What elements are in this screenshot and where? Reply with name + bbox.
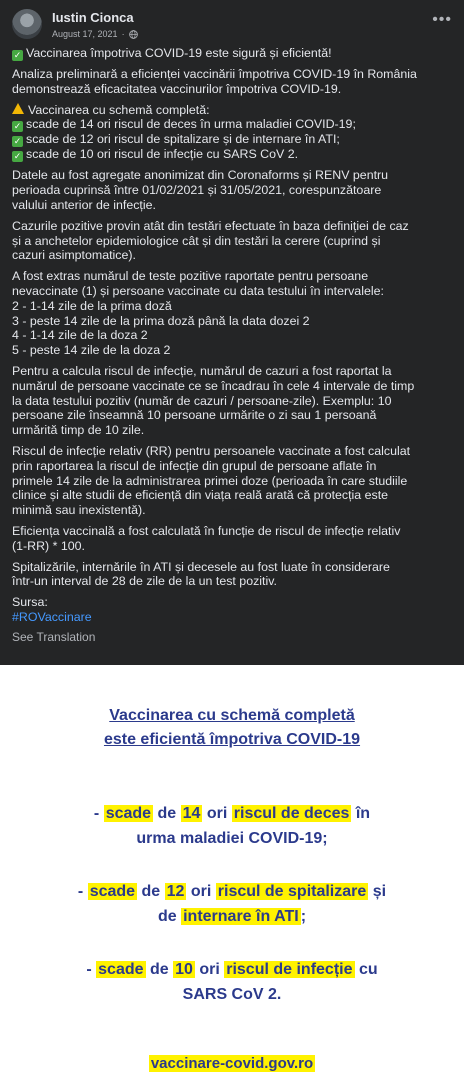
post-line: 4 - 1-14 zile de la doza 2 (12, 328, 148, 343)
post-line: Eficiența vaccinală a fost calculată în funcție de riscul de infecție relativ (12, 523, 401, 538)
post-line: ✓ Vaccinarea împotriva COVID-19 este sigură și eficientă! (13, 46, 332, 60)
avatar[interactable] (12, 9, 42, 39)
hashtag-link[interactable]: #ROVaccinare (12, 609, 92, 624)
post-line: într-un interval de 28 de zile de la un test pozitiv. (12, 574, 277, 589)
post-line: (1-RR) * 100. (12, 538, 85, 553)
see-translation-link[interactable]: See Translation (12, 629, 96, 644)
check-emoji-icon: ✓ (13, 121, 22, 132)
post-line: Pentru a calcula riscul de infecție, numărul de cazuri a fost raportat la (12, 363, 392, 378)
post-line: demonstrează eficacitatea vaccinurilor împotriva COVID-19. (12, 81, 342, 96)
more-options-icon[interactable]: ••• (432, 11, 452, 28)
post-line: persoane zile înseamnă 10 persoane urmărite o zi sau 1 persoană (12, 408, 377, 423)
post-line: Vaccinarea cu schemă completă: (12, 103, 454, 118)
warning-emoji-icon (12, 103, 24, 114)
post-line: Cazurile pozitive provin atât din testări efectuate în baza definiției de caz (12, 218, 409, 233)
post-header (12, 8, 452, 42)
infographic-image (0, 665, 464, 1080)
post-line: Spitalizările, internările în ATI și decesele au fost luate în considerare (12, 559, 390, 574)
post-line: Datele au fost agregate anonimizat din Coronaforms și RENV pentru (12, 168, 389, 183)
infographic-title-line1: Vaccinarea cu schemă completă (109, 707, 355, 724)
source-label: Sursa: (12, 595, 48, 610)
post-line: ✓ scade de 12 ori riscul de spitalizare și de internare în ATI; (13, 132, 340, 147)
post-line: ✓ scade de 10 ori riscul de infecție cu SARS CoV 2. (13, 147, 299, 162)
post-line: A fost extras numărul de teste pozitive raportate pentru persoane (12, 269, 369, 284)
post-line: clinice și alte studii de eficiență din viața reală arată că protecția este (12, 488, 389, 503)
post-line: Analiza preliminară a eficienței vaccinării împotriva COVID-19 în România (12, 67, 417, 81)
post-line: nevaccinate (1) și persoane vaccinate cu data testului în intervalele: (12, 283, 384, 298)
post-line: 2 - 1-14 zile de la prima doză (12, 298, 172, 313)
post-line: valului anterior de infecție. (12, 197, 156, 212)
post-line: primele 14 zile de la administrarea primei doze (perioada în care studiile (12, 473, 408, 488)
post-line: numărul de persoane vaccinate ce se încadrau în cele 4 intervale de timp (12, 378, 415, 393)
post-line: cazuri asimptomatice). (12, 248, 136, 263)
author-name[interactable]: Iustin Cionca (52, 10, 134, 25)
post-line: la data testului pozitiv (număr de cazuri / persoane-zile). Exemplu: 10 (12, 393, 392, 408)
post-line: și a anchetelor epidemiologice cât și din testări la cerere (cuprind și (12, 233, 381, 248)
post-body (12, 46, 454, 645)
post-date[interactable]: August 17, 2021 (52, 29, 118, 39)
infographic-title-line2: este eficientă împotriva COVID-19 (103, 731, 361, 748)
post-line: 5 - peste 14 zile de la doza 2 (12, 343, 171, 358)
check-emoji-icon: ✓ (13, 136, 22, 147)
post-line: urmărită timp de 10 zile. (12, 423, 145, 438)
website-label: vaccinare-covid.gov.ro (150, 1055, 314, 1072)
post-line: minimă sau inexistentă). (12, 503, 146, 518)
check-emoji-icon: ✓ (13, 151, 22, 162)
post-line: Riscul de infecție relativ (RR) pentru persoanele vaccinate a fost calculat (12, 443, 411, 458)
check-emoji-icon: ✓ (13, 50, 22, 60)
post-line: ✓ scade de 14 ori riscul de deces în urma maladiei COVID-19; (13, 117, 356, 132)
infographic-item-infection: - scade de 10 ori riscul de infecție cu SARS CoV 2. (86, 961, 378, 1003)
infographic-item-deaths: - scade de 14 ori riscul de deces în urma maladiei COVID-19; (93, 805, 371, 847)
infographic-item-hospitalization: - scade de 12 ori riscul de spitalizare și de internare în ATI ; (77, 883, 387, 925)
post-meta: August 17, 2021 · (52, 29, 138, 39)
post-line: prin raportarea la riscul de infecție din grupul de persoane aflate în (12, 458, 377, 473)
post-line: perioada cuprinsă între 01/02/2021 și 31/05/2021, corespunzătoare (12, 183, 382, 198)
globe-icon[interactable] (129, 30, 138, 39)
post-line: 3 - peste 14 zile de la prima doză până la data dozei 2 (12, 313, 310, 328)
